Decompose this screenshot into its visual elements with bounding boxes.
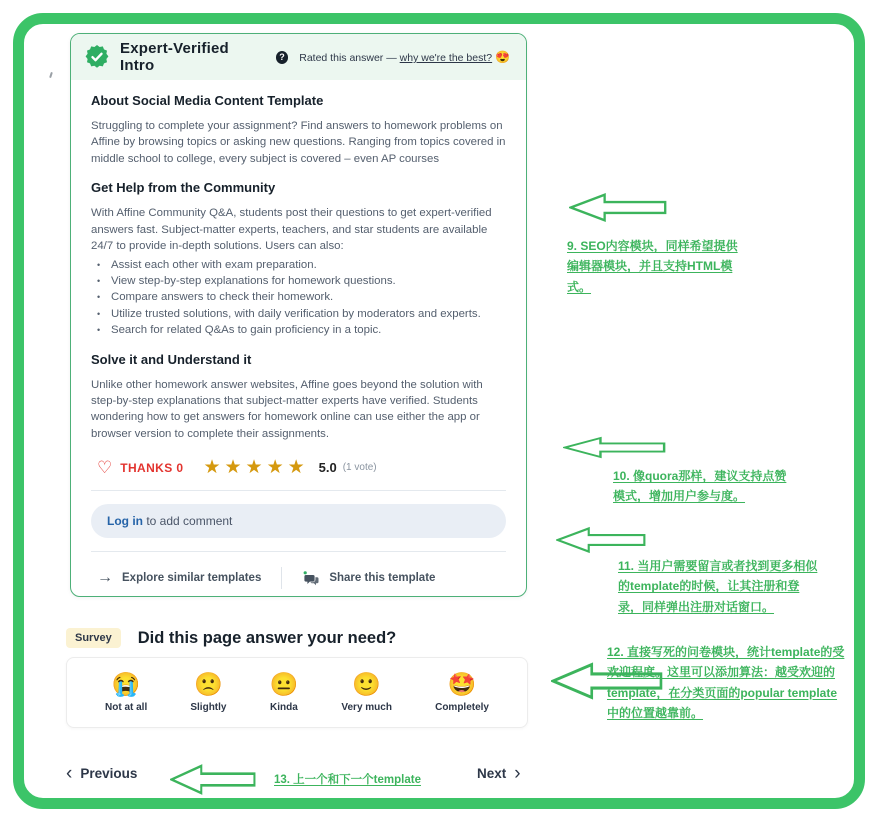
verified-seal-icon (85, 45, 109, 69)
thanks-button[interactable]: THANKS 0 (120, 460, 184, 475)
frowning-face-emoji-icon: 🙁 (194, 670, 223, 697)
annotation-note-12: 12. 直接写死的问卷模块，统计template的受欢迎程度。这里可以添加算法：越受欢迎的template，在分类页面的popular template中的位置越靠前。 (607, 645, 845, 721)
explore-similar-link[interactable] (97, 570, 261, 586)
previous-button[interactable] (66, 764, 137, 783)
community-bullet-list (97, 257, 506, 339)
neutral-face-emoji-icon: 😐 (269, 670, 299, 697)
section-body-community: With Affine Community Q&A, students post their questions to get expert-verified answers fast. Subject-matter experts, teachers, and star students are available 24/7 to provide in-depth solutions. Users can also: (91, 207, 492, 253)
comment-login-bar[interactable] (91, 504, 506, 538)
survey-card (66, 657, 528, 728)
annotation-arrow-10-icon (563, 436, 666, 459)
vote-count: (1 vote) (342, 462, 377, 474)
star-struck-emoji-icon: 🤩 (447, 670, 477, 697)
survey-header (66, 628, 396, 648)
list-item: • Utilize trusted solutions, with daily verification by moderators and experts. (97, 306, 506, 322)
right-arrow-icon: → (97, 569, 113, 587)
rated-prefix: Rated this answer — (299, 52, 400, 64)
annotation-arrow-11-icon (556, 526, 646, 554)
share-label: Share this template (329, 572, 436, 585)
chevron-right-icon: › (514, 763, 521, 784)
share-template-link[interactable] (302, 571, 435, 586)
survey-option-label: Not at all (105, 701, 148, 713)
smiling-face-emoji-icon: 🙂 (352, 670, 381, 697)
why-best-link[interactable]: why we're the best? (399, 52, 493, 64)
annotation-note-13: 13. 上一个和下一个template (274, 774, 421, 786)
survey-option-label: Completely (435, 701, 489, 713)
next-button[interactable] (477, 764, 521, 783)
survey-question: Did this page answer your need? (137, 628, 397, 647)
rating-score: 5.0 (318, 460, 337, 476)
section-body-about: Struggling to complete your assignment? Find answers to homework problems on Affine by browsing topics or asking new questions. Ranging from topics covered in middle school to college, every subject is covered – even AP courses (91, 120, 506, 165)
stray-mark (49, 72, 53, 78)
survey-option-label: Slightly (190, 701, 227, 713)
explore-label: Explore similar templates (122, 572, 262, 585)
section-heading-about: About Social Media Content Template (91, 93, 324, 108)
list-item: • Search for related Q&As to gain proficiency in a topic. (97, 322, 506, 338)
annotation-arrow-13-icon (170, 763, 256, 796)
heart-eyes-emoji-icon: 😍 (495, 50, 510, 64)
list-item: • View step-by-step explanations for homework questions. (97, 273, 506, 289)
section-body-solve: Unlike other homework answer websites, Affine goes beyond the solution with step-by-step explanations that subject-matter experts have verified. Students wondering how to get answers for homework online can use either the app or browser version to complete their assignments. (91, 378, 483, 440)
survey-option-label: Kinda (270, 701, 298, 713)
card-title: Expert-Verified Intro (120, 40, 229, 74)
login-link[interactable]: Log in (107, 514, 143, 529)
expert-verified-card (70, 33, 527, 597)
survey-option-not-at-all[interactable] (105, 670, 148, 713)
previous-label: Previous (80, 766, 138, 781)
list-item: • Compare answers to check their homework. (97, 289, 506, 305)
annotation-note-9: 9. SEO内容模块，同样希望提供编辑器模块，并且支持HTML模式。 (567, 239, 738, 294)
info-icon[interactable]: ? (276, 51, 289, 64)
heart-icon[interactable]: ♡ (97, 458, 113, 478)
annotation-note-10: 10. 像quora那样，建议支持点赞模式，增加用户参与度。 (613, 469, 787, 504)
survey-badge: Survey (66, 628, 121, 648)
annotation-arrow-9-icon (569, 192, 667, 223)
survey-option-very-much[interactable] (341, 670, 392, 713)
rated-note (299, 50, 510, 64)
chevron-left-icon: ‹ (66, 763, 73, 784)
card-body (71, 80, 526, 589)
login-rest-text: to add comment (143, 514, 233, 529)
star-rating-icons[interactable]: ★★★★★ (203, 457, 309, 479)
share-chat-icon (302, 571, 320, 586)
survey-option-completely[interactable] (435, 670, 489, 713)
divider (91, 490, 506, 491)
survey-option-label: Very much (341, 701, 392, 713)
survey-option-slightly[interactable] (190, 670, 227, 713)
section-heading-solve: Solve it and Understand it (91, 351, 252, 367)
rating-row (97, 458, 506, 477)
annotation-note-11: 11. 当用户需要留言或者找到更多相似的template的时候，让其注册和登录，同样弹出注册对话窗口。 (618, 559, 818, 614)
divider (91, 551, 506, 552)
crying-face-emoji-icon: 😭 (111, 670, 141, 697)
vertical-divider (281, 567, 282, 589)
list-item: • Assist each other with exam preparation. (97, 257, 506, 273)
card-header (71, 34, 526, 80)
next-label: Next (477, 766, 507, 781)
card-footer (91, 565, 506, 589)
section-heading-community: Get Help from the Community (91, 180, 276, 196)
survey-option-kinda[interactable] (269, 670, 299, 713)
